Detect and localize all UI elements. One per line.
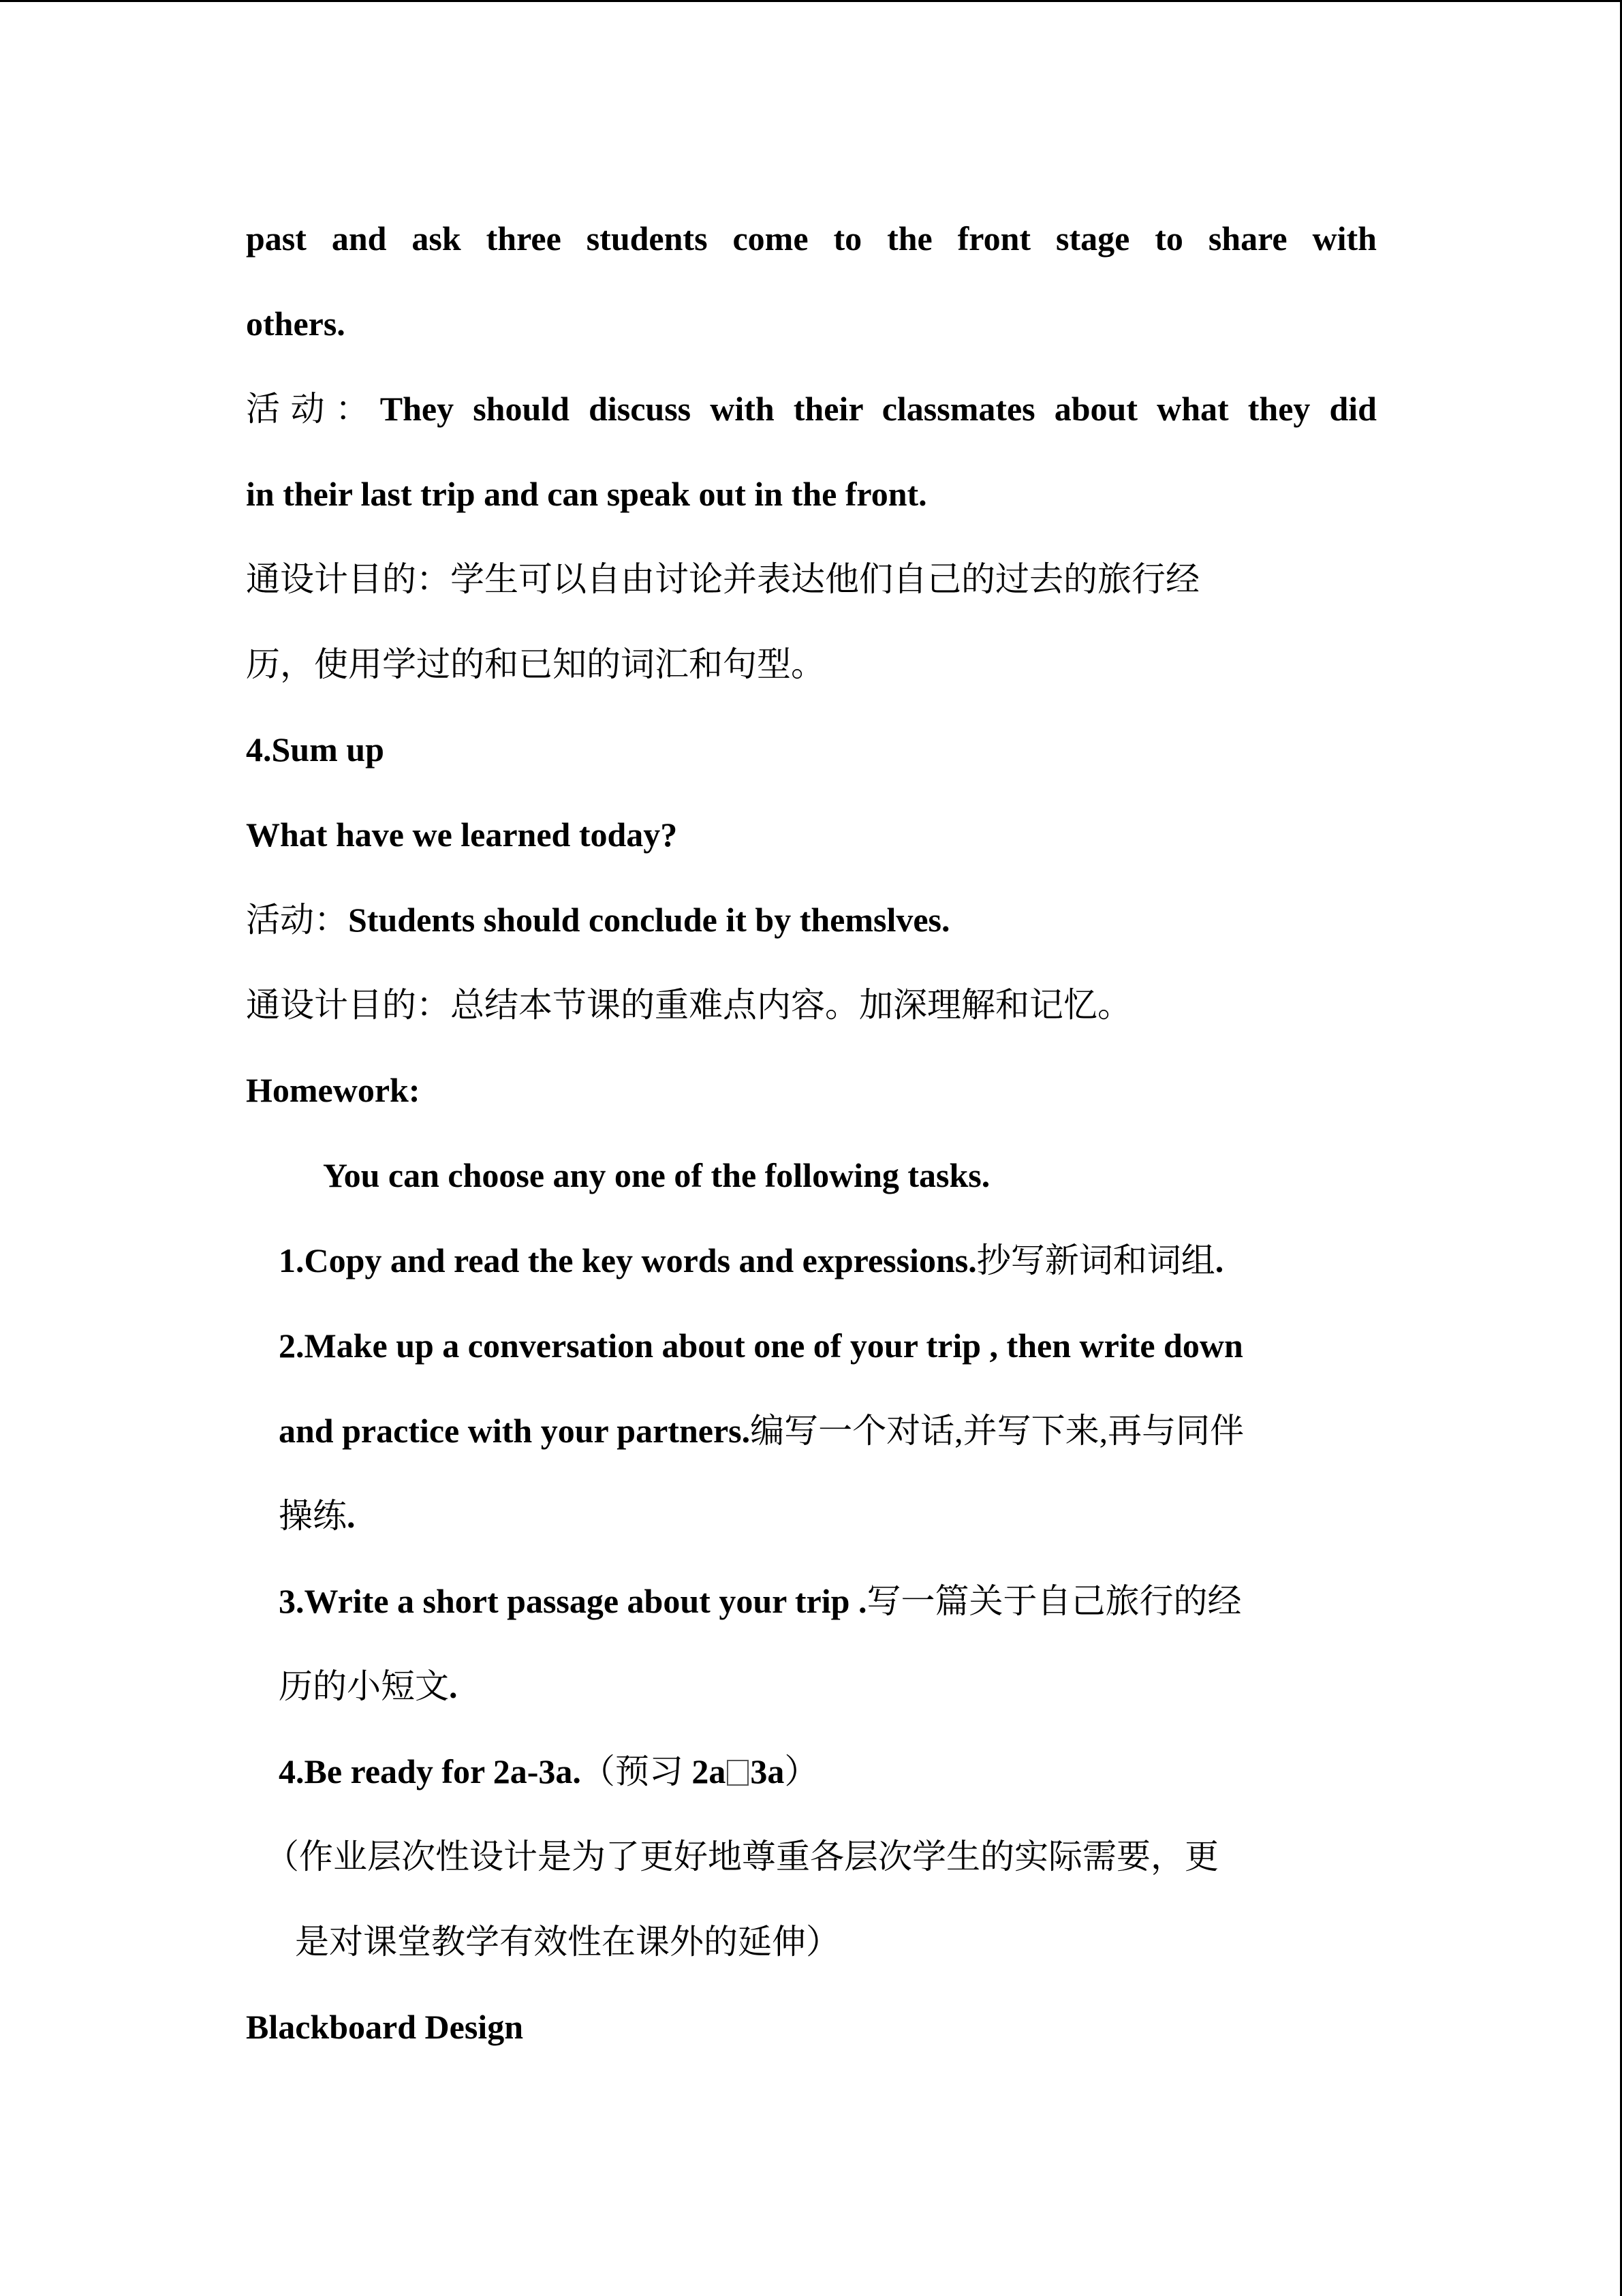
task-text-zh: ） — [784, 1752, 819, 1790]
section-heading: 4.Sum up — [246, 730, 384, 769]
homework-task-4 — [246, 1729, 1377, 1814]
paragraph-line: others. — [246, 305, 345, 343]
homework-task-3-cont — [246, 1644, 1377, 1729]
activity-label: 活动： — [246, 390, 380, 428]
homework-intro: You can choose any one of the following tasks. — [323, 1156, 991, 1194]
task-text-en: and practice with your partners. — [279, 1412, 751, 1450]
homework-task-2-cont — [246, 1389, 1377, 1474]
task-text-end: . — [347, 1497, 356, 1535]
activity-line — [246, 367, 1377, 452]
activity-text: Students should conclude it by themslves. — [348, 901, 950, 939]
homework-task-1 — [246, 1218, 1377, 1303]
homework-task-3 — [246, 1559, 1377, 1644]
task-text-en: 4.Be ready for 2a-3a. — [279, 1752, 581, 1790]
task-text-zh: （预习 — [580, 1752, 692, 1790]
task-text-zh: 历的小短文 — [279, 1667, 449, 1705]
task-text-en: 1.Copy and read the key words and expressions. — [279, 1241, 977, 1279]
missing-glyph-box-icon — [727, 1760, 749, 1786]
activity-line — [246, 878, 1377, 963]
task-text-zh: 写一篇关于自己旅行的经 — [867, 1582, 1242, 1620]
section-heading: Blackboard Design — [246, 2008, 524, 2046]
activity-text: They should discuss with their classmates about what they did — [379, 390, 1377, 428]
activity-label: 活动： — [246, 901, 348, 939]
task-text-en: 3.Write a short passage about your trip . — [279, 1582, 867, 1620]
document-body — [246, 196, 1377, 2070]
homework-task-2: 2.Make up a conversation about one of your trip , then write down — [279, 1327, 1243, 1365]
task-text-bold: 2a — [691, 1752, 726, 1790]
design-purpose-line: 通设计目的：总结本节课的重难点内容。加深理解和记忆。 — [246, 986, 1132, 1024]
task-text-end: . — [1215, 1241, 1224, 1279]
question-line: What have we learned today? — [246, 816, 678, 854]
homework-heading: Homework: — [246, 1071, 420, 1109]
design-purpose-line: 通设计目的：学生可以自由讨论并表达他们自己的过去的旅行经 — [246, 560, 1200, 598]
task-text-zh: 编写一个对话,并写下来,再与同伴 — [750, 1412, 1245, 1450]
paragraph-line: past and ask three students come to the front stage to share with — [246, 219, 1377, 258]
task-text-zh: 操练 — [279, 1497, 347, 1535]
task-text-end: . — [449, 1667, 458, 1705]
homework-note-cont: 是对课堂教学有效性在课外的延伸） — [295, 1923, 840, 1961]
homework-task-2-cont — [246, 1474, 1377, 1559]
paragraph-line: in their last trip and can speak out in the front. — [246, 475, 927, 513]
design-purpose-line: 历，使用学过的和已知的词汇和句型。 — [246, 645, 825, 683]
task-text-bold: 3a — [750, 1752, 785, 1790]
homework-note: （作业层次性设计是为了更好地尊重各层次学生的实际需要，更 — [265, 1837, 1219, 1876]
task-text-zh: 抄写新词和词组 — [976, 1241, 1215, 1279]
